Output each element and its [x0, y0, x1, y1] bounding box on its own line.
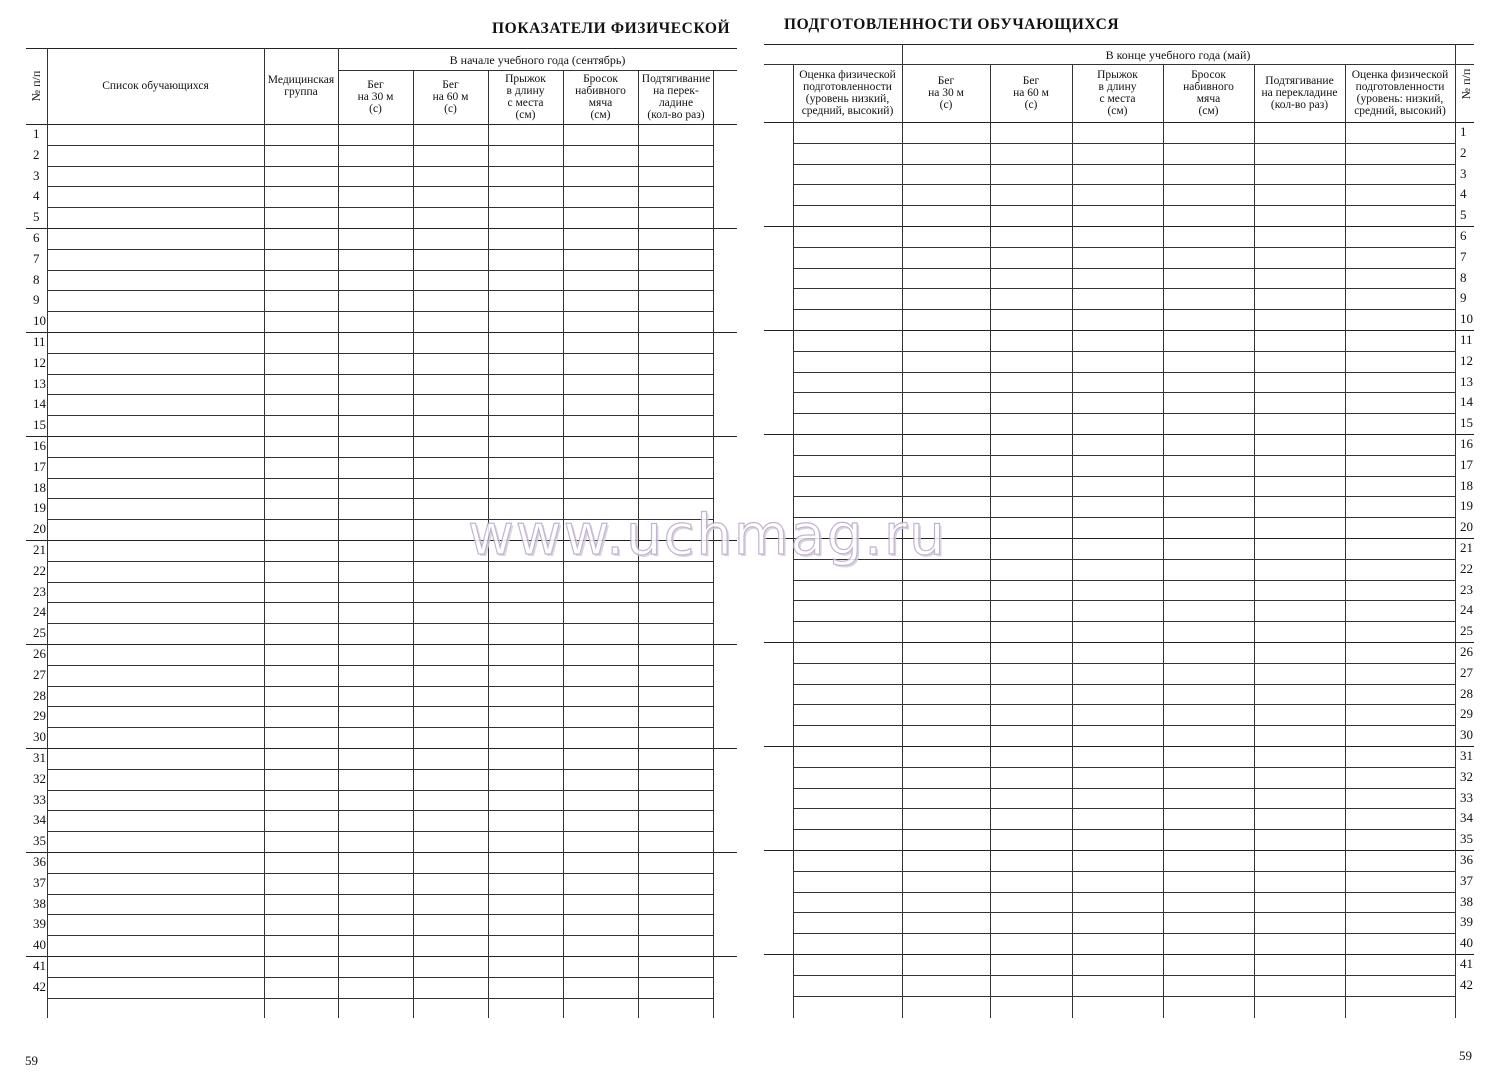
right-row-line	[793, 205, 1455, 206]
right-row-line	[793, 704, 1455, 705]
left-row-line	[47, 998, 713, 999]
left-row-number: 14	[33, 396, 46, 412]
right-col-assessment-end: Оценка физической подготовленности (уровень: низкий, средний, высокий)	[1351, 69, 1449, 117]
left-row-line	[47, 602, 713, 603]
right-row-line	[793, 413, 1455, 414]
right-row-line	[793, 309, 1455, 310]
left-row-number: 6	[33, 230, 40, 245]
left-row-number: 29	[33, 708, 46, 724]
left-row-line	[47, 769, 713, 770]
right-row-line	[793, 600, 1455, 601]
right-row-line	[793, 268, 1455, 269]
right-row-number: 35	[1460, 831, 1473, 847]
left-row-number: 27	[33, 666, 46, 682]
right-row-line	[793, 580, 1455, 581]
left-row-line	[26, 644, 737, 645]
left-row-number: 36	[33, 854, 46, 869]
left-row-line	[47, 623, 713, 624]
left-row-number: 16	[33, 438, 46, 453]
right-row-line	[793, 184, 1455, 185]
right-row-number: 21	[1460, 540, 1473, 555]
left-row-number: 25	[33, 625, 46, 641]
right-row-number: 7	[1460, 248, 1467, 264]
right-column-line	[1254, 64, 1255, 1018]
left-row-number: 35	[33, 833, 46, 849]
left-row-number: 41	[33, 958, 46, 973]
right-row-line	[793, 725, 1455, 726]
left-number-header: № п/п	[29, 70, 43, 102]
left-row-number: 1	[33, 126, 40, 141]
right-row-line	[793, 496, 1455, 497]
right-row-line	[793, 996, 1455, 997]
left-row-number: 20	[33, 521, 46, 537]
left-row-line	[47, 935, 713, 936]
student-list-header: Список обучающихся	[102, 80, 209, 92]
left-row-line	[47, 790, 713, 791]
left-row-number: 17	[33, 458, 46, 474]
left-row-line	[47, 478, 713, 479]
right-row-number: 28	[1460, 685, 1473, 701]
right-column-line	[1455, 44, 1456, 64]
right-row-number: 40	[1460, 935, 1473, 951]
left-row-line	[26, 436, 737, 437]
right-row-number: 30	[1460, 727, 1473, 743]
left-row-line	[26, 852, 737, 853]
right-col-long-jump: Прыжок в длину с места (см)	[1097, 69, 1138, 117]
left-col-run60: Бег на 60 м (с)	[432, 79, 469, 115]
right-period-header: В конце учебного года (май)	[1105, 47, 1251, 62]
left-row-number: 15	[33, 417, 46, 433]
right-row-line	[793, 288, 1455, 289]
right-row-number: 38	[1460, 893, 1473, 909]
right-row-number: 36	[1460, 852, 1473, 867]
left-row-line	[47, 353, 713, 354]
left-row-line	[47, 706, 713, 707]
left-row-line	[26, 228, 737, 229]
left-row-number: 24	[33, 604, 46, 620]
left-row-number: 30	[33, 729, 46, 745]
left-row-line	[47, 873, 713, 874]
right-row-line	[793, 892, 1455, 893]
right-row-line	[793, 788, 1455, 789]
left-row-number: 9	[33, 292, 40, 308]
right-row-line	[793, 663, 1455, 664]
left-row-line	[47, 290, 713, 291]
left-row-number: 28	[33, 687, 46, 703]
left-column-line	[413, 70, 414, 1018]
right-row-line	[764, 330, 1474, 331]
right-row-number: 29	[1460, 706, 1473, 722]
left-row-number: 38	[33, 895, 46, 911]
right-row-number: 12	[1460, 352, 1473, 368]
left-row-line	[47, 914, 713, 915]
left-column-line	[338, 48, 339, 70]
left-row-number: 11	[33, 334, 46, 349]
right-row-line	[793, 871, 1455, 872]
right-column-line	[1455, 64, 1456, 1018]
right-row-number: 33	[1460, 789, 1473, 805]
right-row-number: 26	[1460, 644, 1473, 659]
left-row-line	[47, 145, 713, 146]
right-column-line	[902, 44, 903, 64]
left-row-number: 42	[33, 978, 46, 994]
left-row-line	[47, 894, 713, 895]
left-row-line	[47, 582, 713, 583]
left-column-line	[264, 48, 265, 1018]
right-row-line	[793, 912, 1455, 913]
right-row-number: 39	[1460, 914, 1473, 930]
right-row-number: 9	[1460, 290, 1467, 306]
right-col-run60: Бег на 60 м (с)	[1013, 75, 1049, 111]
left-row-line	[47, 207, 713, 208]
left-row-number: 26	[33, 646, 46, 661]
right-row-line	[793, 933, 1455, 934]
right-col-run30: Бег на 30 м (с)	[928, 75, 964, 111]
medical-group-header: Медицинская группа	[267, 74, 335, 98]
right-row-line	[793, 143, 1455, 144]
right-row-number: 23	[1460, 581, 1473, 597]
left-col-ball-throw: Бросок набивного мяча (см)	[575, 73, 626, 121]
right-row-line	[793, 247, 1455, 248]
left-row-number: 22	[33, 562, 46, 578]
right-row-number: 32	[1460, 768, 1473, 784]
left-row-line	[47, 977, 713, 978]
left-row-number: 8	[33, 271, 40, 287]
left-row-number: 18	[33, 479, 46, 495]
right-row-number: 15	[1460, 415, 1473, 431]
left-row-line	[47, 166, 713, 167]
left-row-number: 12	[33, 354, 46, 370]
right-row-line	[793, 808, 1455, 809]
right-row-line	[793, 767, 1455, 768]
left-row-line	[47, 394, 713, 395]
right-page-number: 59	[1459, 1048, 1472, 1063]
left-col-run30: Бег на 30 м (с)	[357, 79, 394, 115]
right-row-line	[764, 954, 1474, 955]
left-col-pullups: Подтягивание на перек- ладине (кол-во раз)	[641, 73, 711, 121]
right-row-number: 42	[1460, 976, 1473, 992]
right-row-number: 19	[1460, 498, 1473, 514]
right-header-bottom-border	[764, 122, 1474, 123]
left-row-number: 31	[33, 750, 46, 765]
left-row-number: 4	[33, 188, 40, 204]
left-row-line	[47, 186, 713, 187]
right-row-number: 10	[1460, 311, 1473, 327]
left-row-number: 34	[33, 812, 46, 828]
right-row-number: 27	[1460, 664, 1473, 680]
left-row-number: 7	[33, 250, 40, 266]
left-table-top-border	[26, 48, 737, 49]
left-period-divider	[338, 70, 737, 71]
right-row-number: 11	[1460, 332, 1473, 347]
right-row-line	[764, 642, 1474, 643]
left-row-number: 10	[33, 313, 46, 329]
right-row-number: 37	[1460, 872, 1473, 888]
left-row-line	[47, 665, 713, 666]
right-row-number: 17	[1460, 456, 1473, 472]
right-row-number: 3	[1460, 165, 1467, 181]
left-row-number: 3	[33, 167, 40, 183]
right-row-number: 4	[1460, 186, 1467, 202]
left-row-number: 2	[33, 146, 40, 162]
right-row-line	[793, 829, 1455, 830]
left-row-line	[47, 374, 713, 375]
right-column-line	[1345, 64, 1346, 1018]
right-row-number: 16	[1460, 436, 1473, 451]
right-period-divider	[764, 64, 1474, 65]
left-row-number: 19	[33, 500, 46, 516]
right-column-line	[1072, 64, 1073, 1018]
right-row-line	[793, 392, 1455, 393]
left-row-line	[26, 332, 737, 333]
right-row-number: 13	[1460, 373, 1473, 389]
left-row-line	[26, 956, 737, 957]
right-col-ball-throw: Бросок набивного мяча (см)	[1183, 69, 1234, 117]
left-row-number: 32	[33, 770, 46, 786]
left-row-line	[47, 686, 713, 687]
right-row-line	[793, 476, 1455, 477]
right-row-number: 24	[1460, 602, 1473, 618]
right-row-number: 1	[1460, 124, 1467, 139]
right-row-number: 20	[1460, 519, 1473, 535]
right-column-line	[1163, 64, 1164, 1018]
right-row-number: 34	[1460, 810, 1473, 826]
left-row-number: 21	[33, 542, 46, 557]
right-row-number: 18	[1460, 477, 1473, 493]
left-col-long-jump: Прыжок в длину с места (см)	[505, 73, 546, 121]
left-row-line	[47, 810, 713, 811]
right-row-number: 14	[1460, 394, 1473, 410]
left-row-number: 5	[33, 209, 40, 225]
right-table-top-border	[764, 44, 1474, 45]
watermark: www.uchmag.ru	[468, 503, 947, 568]
left-row-line	[26, 748, 737, 749]
right-number-header: № п/п	[1459, 68, 1473, 100]
left-row-number: 23	[33, 583, 46, 599]
right-row-number: 2	[1460, 144, 1467, 160]
left-row-line	[47, 270, 713, 271]
right-row-line	[793, 684, 1455, 685]
right-row-number: 5	[1460, 207, 1467, 223]
left-row-line	[47, 415, 713, 416]
right-row-number: 31	[1460, 748, 1473, 763]
right-row-line	[793, 455, 1455, 456]
left-header-bottom-border	[26, 124, 737, 125]
left-page-number: 59	[25, 1053, 38, 1068]
left-row-line	[47, 727, 713, 728]
right-row-line	[793, 164, 1455, 165]
left-row-number: 33	[33, 791, 46, 807]
left-row-number: 40	[33, 937, 46, 953]
right-row-line	[764, 226, 1474, 227]
left-column-line	[338, 48, 339, 1018]
left-page-title: ПОКАЗАТЕЛИ ФИЗИЧЕСКОЙ	[492, 20, 731, 37]
right-row-number: 6	[1460, 228, 1467, 243]
right-row-number: 41	[1460, 956, 1473, 971]
left-row-number: 39	[33, 916, 46, 932]
left-row-line	[47, 457, 713, 458]
right-row-line	[793, 621, 1455, 622]
right-col-pullups: Подтягивание на перекладине (кол-во раз)	[1261, 75, 1338, 111]
right-row-line	[764, 850, 1474, 851]
right-row-line	[793, 351, 1455, 352]
right-row-line	[793, 372, 1455, 373]
left-column-line	[47, 48, 48, 1018]
left-row-number: 37	[33, 874, 46, 890]
right-row-number: 22	[1460, 560, 1473, 576]
right-page-title: ПОДГОТОВЛЕННОСТИ ОБУЧАЮЩИХСЯ	[784, 16, 1120, 33]
left-period-header: В начале учебного года (сентябрь)	[449, 53, 626, 67]
right-row-line	[764, 746, 1474, 747]
right-row-line	[793, 975, 1455, 976]
left-row-line	[47, 249, 713, 250]
right-column-line	[990, 64, 991, 1018]
left-row-number: 13	[33, 375, 46, 391]
right-row-number: 25	[1460, 623, 1473, 639]
right-row-number: 8	[1460, 269, 1467, 285]
right-row-line	[764, 434, 1474, 435]
left-row-line	[47, 311, 713, 312]
right-col-assessment-start: Оценка физической подготовленности (уровень низкий, средний, высокий)	[799, 69, 896, 117]
left-row-line	[47, 831, 713, 832]
left-row-line	[47, 498, 713, 499]
